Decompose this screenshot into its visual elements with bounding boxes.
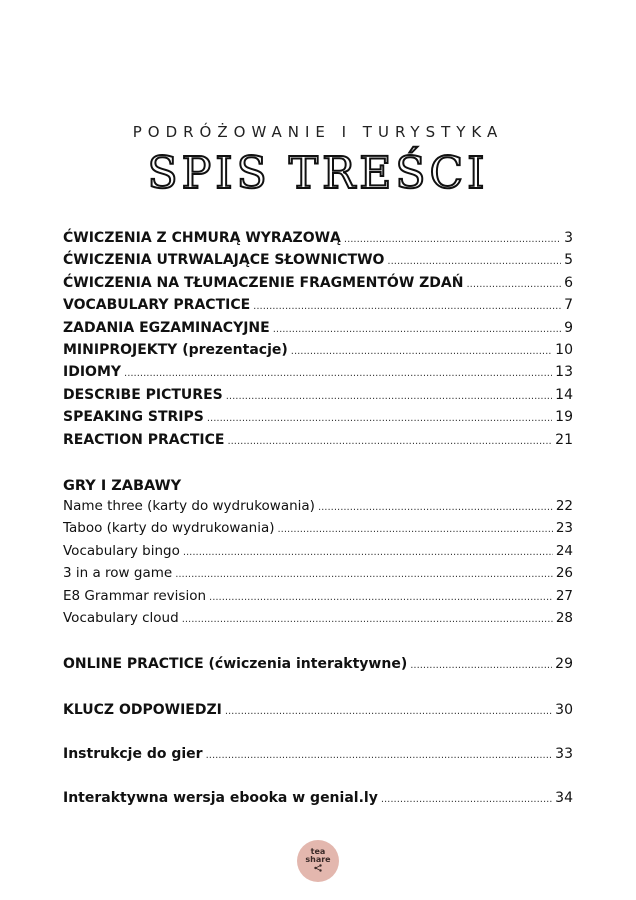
toc-entry-label-suffix: (ćwiczenia interaktywne)	[203, 656, 408, 672]
toc-entry[interactable]	[63, 588, 573, 610]
toc-entry-page: 33	[555, 746, 573, 762]
toc-entry-label: Vocabulary cloud	[63, 609, 179, 626]
toc-entry-label: SPEAKING STRIPS	[63, 409, 204, 426]
dot-leader	[344, 234, 561, 245]
toc-entry-page: 23	[555, 520, 573, 537]
dot-leader	[225, 706, 552, 717]
logo-text-share: share	[305, 855, 331, 864]
toc-entry-page: 28	[555, 609, 573, 626]
toc-entry-label: Vocabulary bingo	[63, 542, 180, 559]
dot-leader	[253, 301, 561, 312]
toc-entry-label: IDIOMY	[63, 364, 122, 381]
dot-leader	[209, 592, 553, 603]
toc-entry-page: 9	[564, 319, 573, 336]
dot-leader	[278, 524, 553, 535]
dot-leader	[207, 413, 552, 424]
toc-entry-label: Instrukcje do gier	[63, 746, 203, 762]
toc-entry[interactable]	[63, 565, 573, 587]
toc-entry-label: REACTION PRACTICE	[63, 431, 225, 448]
toc-entry[interactable]	[63, 230, 573, 252]
toc-entry-label: VOCABULARY PRACTICE	[63, 297, 251, 314]
toc-entry-label: DESCRIBE PICTURES	[63, 386, 223, 403]
answer-key-entry[interactable]	[63, 702, 573, 724]
toc-entry-label: ZADANIA EGZAMINACYJNE	[63, 319, 270, 336]
instructions-entry[interactable]	[63, 746, 573, 768]
toc-entry-page: 7	[564, 297, 573, 314]
toc-entry[interactable]	[63, 342, 573, 364]
toc-entry-page: 24	[555, 542, 573, 559]
toc-entry-label: Interaktywna wersja ebooka w genial.ly	[63, 790, 378, 806]
dot-leader	[227, 436, 552, 447]
dot-leader	[410, 660, 552, 671]
toc-entry-label: Name three (karty do wydrukowania)	[63, 498, 315, 514]
toc-entry-label	[63, 656, 407, 672]
table-of-contents	[63, 230, 573, 454]
toc-entry-label-main: MINIPROJEKTY	[63, 341, 178, 358]
toc-entry[interactable]	[63, 297, 573, 319]
toc-entry-page: 27	[555, 587, 573, 604]
toc-entry[interactable]	[63, 610, 573, 632]
games-list	[63, 498, 573, 632]
toc-entry-page: 14	[555, 386, 573, 403]
dot-leader	[381, 794, 552, 805]
toc-entry[interactable]	[63, 432, 573, 454]
toc-entry-label	[63, 342, 288, 358]
dot-leader	[387, 256, 561, 267]
dot-leader	[182, 614, 553, 625]
dot-leader	[318, 502, 553, 513]
toc-entry-page: 29	[555, 656, 573, 672]
dot-leader	[291, 346, 552, 357]
toc-entry[interactable]	[63, 520, 573, 542]
dot-leader	[175, 569, 553, 580]
toc-entry-page: 13	[555, 364, 573, 381]
document-subtitle: PODRÓŻOWANIE I TURYSTYKA	[132, 123, 504, 141]
logo-text-tea: tea	[310, 847, 326, 856]
toc-entry[interactable]	[63, 409, 573, 431]
dot-leader	[226, 391, 552, 402]
toc-entry-page: 34	[555, 790, 573, 806]
toc-entry-label-suffix: (prezentacje)	[177, 341, 288, 358]
dot-leader	[124, 368, 552, 379]
toc-entry-page: 30	[555, 702, 573, 718]
toc-entry[interactable]	[63, 320, 573, 342]
toc-entry[interactable]	[63, 275, 573, 297]
toc-entry[interactable]	[63, 790, 573, 812]
toc-entry-page: 22	[555, 498, 573, 514]
toc-entry-label: 3 in a row game	[63, 565, 173, 582]
toc-entry-page: 6	[564, 274, 573, 291]
toc-entry-label: ĆWICZENIA NA TŁUMACZENIE FRAGMENTÓW ZDAŃ	[63, 274, 464, 291]
toc-entry-label: ĆWICZENIA Z CHMURĄ WYRAZOWĄ	[63, 230, 341, 246]
toc-entry-page: 26	[555, 565, 573, 582]
dot-leader	[466, 279, 561, 290]
toc-entry-page: 21	[555, 431, 573, 448]
toc-entry-label: Taboo (karty do wydrukowania)	[63, 520, 275, 537]
toc-entry-label: KLUCZ ODPOWIEDZI	[63, 702, 222, 718]
toc-entry[interactable]	[63, 387, 573, 409]
games-section-heading: GRY I ZABAWY	[63, 478, 182, 494]
toc-entry[interactable]	[63, 746, 573, 768]
page-title: SPIS TREŚCI	[147, 148, 489, 199]
toc-entry[interactable]	[63, 656, 573, 678]
toc-entry-label: E8 Grammar revision	[63, 587, 207, 604]
toc-entry-page: 5	[564, 252, 573, 269]
interactive-version-entry[interactable]	[63, 790, 573, 812]
toc-entry-page: 19	[555, 409, 573, 426]
dot-leader	[183, 547, 553, 558]
dot-leader	[273, 324, 561, 335]
online-practice-entry[interactable]	[63, 656, 573, 678]
toc-entry[interactable]	[63, 702, 573, 724]
dot-leader	[206, 750, 553, 761]
share-icon	[314, 864, 322, 874]
toc-entry-label: ĆWICZENIA UTRWALAJĄCE SŁOWNICTWO	[63, 252, 385, 269]
toc-entry[interactable]	[63, 364, 573, 386]
toc-entry[interactable]	[63, 252, 573, 274]
toc-entry-page: 10	[555, 341, 573, 358]
toc-entry[interactable]	[63, 498, 573, 520]
toc-entry[interactable]	[63, 543, 573, 565]
tea-share-logo	[297, 840, 339, 882]
toc-entry-page: 3	[564, 230, 573, 246]
toc-entry-label-main: ONLINE PRACTICE	[63, 656, 204, 672]
